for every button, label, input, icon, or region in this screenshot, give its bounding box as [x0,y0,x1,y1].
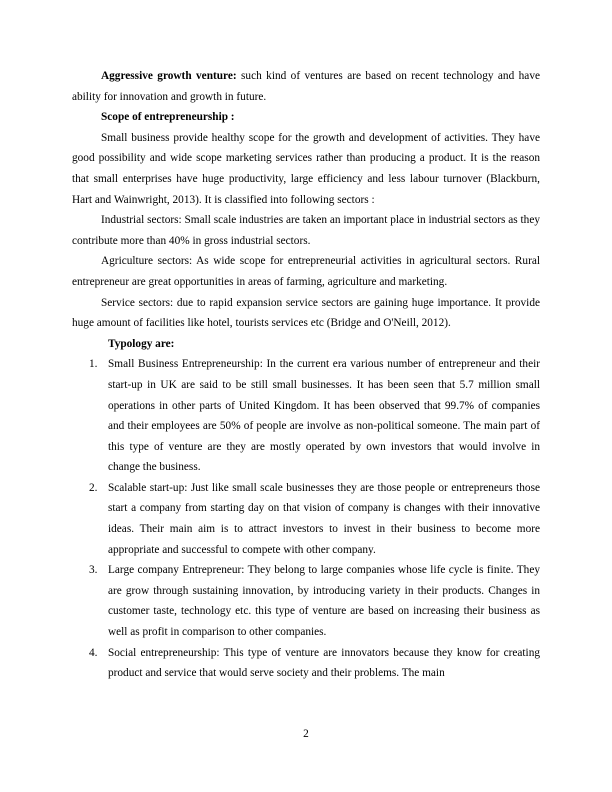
scope-paragraph: Small business provide healthy scope for the growth and development of activities. They have good possibility and wide scope marketing services rather than producing a product. It is the reason that small enterprises have huge productivity, large efficiency and less labour turnover (Blackburn, Hart and Wainwright, 2013). It is classified into following sectors : [72,131,540,206]
list-item [72,354,540,478]
industrial-sectors-paragraph: Industrial sectors: Small scale industries are taken an important place in industrial sectors as they contribute more than 40% in gross industrial sectors. [72,214,540,247]
list-item [72,478,540,560]
list-item-number: 4. [89,646,98,659]
list-item-number: 1. [89,358,98,371]
list-item-text: Social entrepreneurship: This type of venture are innovators because they know for creating product and service that would serve society and their problems. The main [108,646,540,680]
service-sectors-paragraph: Service sectors: due to rapid expansion service sectors are gaining huge importance. It provide huge amount of facilities like hotel, tourists services etc (Bridge and O'Neill, 2012). [72,296,540,330]
aggressive-growth-paragraph [72,66,540,107]
typology-list [72,354,540,684]
scope-heading: Scope of entrepreneurship : [101,111,235,124]
list-item-number: 2. [89,481,98,494]
list-item-text: Small Business Entrepreneurship: In the current era various number of entrepreneur and their start-up in UK are said to be still small businesses. It has been seen that 5.7 million small operations in other parts of United Kingdom. It has been observed that 99.7% of companies and their employees are 50% of people are involve as non-political someone. The main part of this type of venture are they are mostly operated by own investors that would involve in change the business. [108,358,540,474]
list-item-text: Large company Entrepreneur: They belong to large companies whose life cycle is finite. They are grow through sustaining innovation, by introducing variety in their products. Changes in customer taste, technology etc. this type of venture are based on increasing their business as well as profit in comparison to other companies. [108,564,540,639]
aggressive-growth-label: Aggressive growth venture: [101,70,237,82]
list-item-number: 3. [89,564,98,577]
list-item-text: Scalable start-up: Just like small scale businesses they are those people or entrepreneurs those start a company from starting day on that vision of company is changes with their innovative ideas. Their main aim is to attract investors to invest in their business to become more appropriate and successful to compete with other company. [108,481,540,556]
agriculture-sectors-paragraph: Agriculture sectors: As wide scope for entrepreneurial activities in agricultural sectors. Rural entrepreneur are great opportunities in areas of farming, agriculture and marketing. [72,255,540,288]
document-page [72,66,540,684]
list-item [72,643,540,684]
page-number: 2 [303,728,309,740]
typology-heading: Typology are: [108,337,175,350]
aggressive-growth-text: such kind of ventures are based on recent technology and have ability for innovation and growth in future. [72,70,540,103]
list-item [72,560,540,642]
